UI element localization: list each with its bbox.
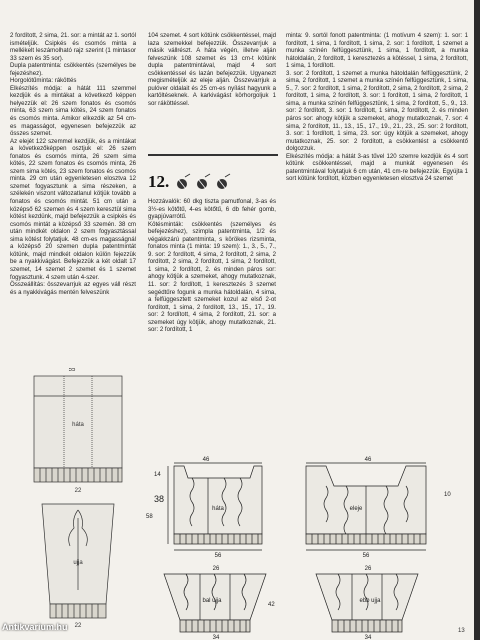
dim-label: 34 [364,635,372,640]
piece-label: ebb ujja [359,598,381,604]
paragraph: Horgolótűminta: ráköttés [10,77,77,85]
dim-label: 46 [364,457,372,463]
piece-label: háta [212,506,224,512]
pattern-number: 12. [148,172,170,191]
text-column-1 [10,32,136,296]
dim-label: 58 [146,514,153,520]
dim-label: 56 [362,553,370,559]
middle-schematic [144,456,276,640]
paragraph: Elkészítés módja: a hátát 3-as tűvel 120 szemre kezdjük és 4 sort kötünk csökkentéssel, majd a munkát egyenesen és patentmintával folytatjuk 6 cm után, 41 cm-re befejezzük. Egyújta 1 sort kötünk fordított, közben egyenletesen elosztva 24 szemet [286,152,468,183]
dim-label: 46 [202,457,210,463]
text-column-2b [148,198,276,334]
piece-label: bal ujja [202,598,222,604]
dim-label: 38 [154,494,165,504]
dim-label: 10 [444,492,451,498]
pattern-heading [148,172,276,194]
dim-label: 26 [212,566,220,572]
left-schematic [14,368,132,630]
dim-label: 34 [212,635,220,640]
right-schematic [286,456,466,640]
paragraph: 3. sor: 2 fordított, 1 szemet a munka hátoldalán felfüggesztünk, 2 sima, 2 fordított, 1 szemet a munka színén felfüggesztünk, 1 sima, 5., 7. sor: 2 fordított, 1 sima, 2 fordított, 2 sima, 2 fordított, 2 sima, 2 fordított, 1 sima, 2 fordított, 3. sor: 1 fordított, 1 sima, 2 fordított, 1 sima, a munka színén felfüggesztünk, 1 sima, 2 fordított, 5., 9., 13. sor: 2 fordított, 3. sor: 1 fordított, 1 sima, 2 fordított, 2. és minden páros sor: ahogy kötjük a szemeket, ahogy mutatkoznak, 7. sor: 4 sima, 2 fordított, 11., 13., 15., 17., 19., 21., 23., 25. sor: 2 fordított, 3. sor: 1 fordított, 1 sima, 23. sor: úgy kötjük a szemeket, ahogy mutatkoznak, 25. sor: 2 fordított, a csökkentést a csökkentő dolgozzuk. [286,69,468,153]
text-column-3 [286,32,468,183]
dim-label: 14 [154,472,161,478]
yarn-ball-icons [172,173,242,193]
paragraph: Összeállítás: összevarrjuk az egyes váll részt és a nyakkivágás mentén felveszünk [10,281,136,296]
paragraph: Dupla patentminta: csökkentés (személyes be fejezéshez). [10,62,136,77]
paragraph: Elkészítés módja: a hátát 111 szemmel kezdjük és a mintákat a következő képpen helyezzük el: 26 szem fonatos és csomós minta, 63 szem sima kötés, 24 szem fonatos és csomós minta. Amikor elkezdik az 54 cm-es magasságot, egyenesen befejezzük az összes szemet. [10,84,136,138]
dim-label: 26 [364,566,372,572]
paragraph: Az elejét 122 szemmel kezdjük, és a mintákat a következőképpen osztjuk el: 26 szem fonatos és csomós minta, 26 szem sima kötés, 22 szem fonatos és csomós minta, 26 szem sima kötés, 23 szem fonatos és csomós minta. 29 cm után egyenletesen elosztva 12 szemet fogyasztunk a sima részeken, a szélekén viszont változatlanul kötjük tovább a fonatos és csomós mintát. 51 cm után a középső 62 szemen és 4 szem keresztül sima kötést kezdünk, majd befejezzük a csipkés és csomós mintát a középső 33 szemén. 38 cm után mindkét oldalon 2 szem fogyasztással sima kötést folytatjuk. 48 cm-es magasságnál a középső 20 szemen dupla patentmintát kötünk, majd mindkét oldalon külön fejezzük be a nyakkivágást. Befejezzük a két oldalt 17 szemet, 14 szemet 2 szemet és 1 szemet fogyasztunk. 4 szem után 4-szer. [10,137,136,281]
piece-label: ujja [73,560,83,566]
section-divider [148,154,278,156]
page-edge-shadow [474,0,480,640]
paragraph: minta: 9. sortól fonott patentminta: (1 motívum 4 szem): 1. sor: 1 fordított, 1 sima, 1 fordított, 1 sima, 2. sor: 1 fordított, 1 szemet a munka színén felfüggesztünk, 1 sima, 1 fordított, a munka hátoldalán, 2 fordított, 1 keresztezés a kötéssel, 1 sima, 2 fordított, 1 sima, 1 fordított. [286,32,468,70]
dim-label: 22 [74,623,82,629]
dim-label: 56 [214,553,222,559]
text-column-2 [148,32,276,107]
paragraph: 2 fordított, 2 sima, 21. sor: a mintát az 1. sortól ismételjük. Csipkés és csomós minta a mellékelt leszámolható rajz szerint (1 mintasor 33 szem és 35 sor). [10,32,136,62]
paragraph: 104 szemet. 4 sort kötünk csökkentéssel, majd laza szemekkel befejezzük. Összevarrjuk a másik vállrészt. A háta végén, illetve alján felveszünk 108 szemet és 13 cm-t kötünk dupla patentmintával, majd 4 sort csökkentéssel és lazán befejezzük. Ugyanezt megismételjük az eleje alján. Összevarrjuk a pulóver oldalait és 25 cm-es nyílást hagyunk a kartöltéseknek. A karkivágást körhorgoljuk 1 sor ráköttéssel. [148,32,276,107]
dim-label: 55 [68,368,76,373]
paragraph: Hozzávalók: 60 dkg tiszta pamutfonal, 3-as és 3½-es kötőtű, 4-es kötőtű, 6 db fehér gomb, gyapjúvarrótű. [148,198,276,221]
piece-label: háta [72,422,84,428]
paragraph: Kötésminták: csökkentés (személyes és befejezéshez), szimpla patentminta, 1/2 és végakkzárú patentminta, s körökes rizsminta, fonatos minta (1 minta: 19 szem): 1., 3., 5., 7., 9. sor: 2 fordított, 4 sima, 2 fordított, 2 sima, 2 fordított, 2 sima, 2 fordított, 1 sima, 2 fordított, 1 sima, 2 fordított, 2. és minden páros sor: ahogy kötjük a szemeket, ahogy mutatkoznak, 11. sor: 2 fordított, 1 keresztezés 3 szemet segédtűre fogunk a munka hátoldalán, 4 sima, a felfüggesztett szemeket kozul az első 2-ot fordított, 1 sima, 2 fordított, 13., 15., 17., 19. sor: 2 fordított, 4 sima, 2 fordított, 21. sor: a szemeket úgy kötjük, ahogy mutatkoznak, 21. sor: 2 fordított, 1 [148,220,276,334]
dim-label: 22 [74,488,82,494]
watermark: Antikvarium.hu [2,622,68,632]
piece-label: eleje [349,506,363,512]
dim-label: 42 [268,602,275,608]
page-number: 13 [458,628,465,634]
